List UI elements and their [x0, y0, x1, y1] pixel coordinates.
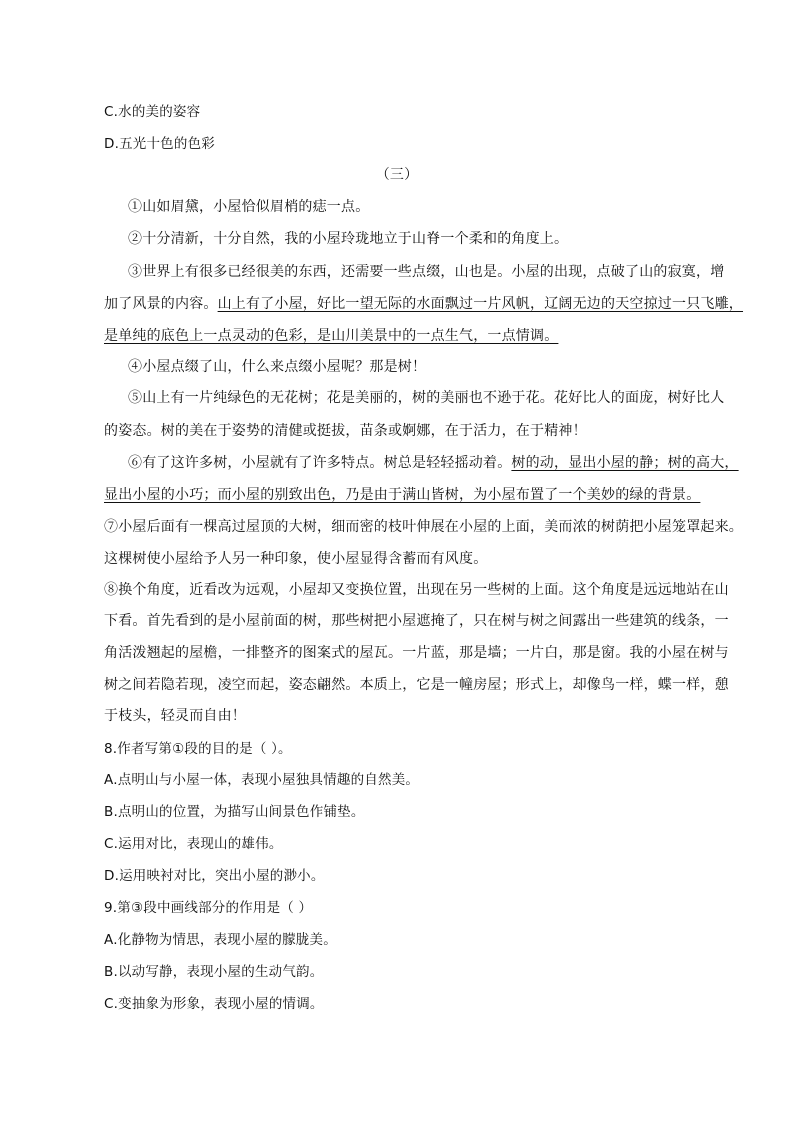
paragraph-6-underlined-text: 树的动，显出小屋的静；树的高大， — [511, 455, 739, 471]
paragraph-6-plain-text: ⑥有了这许多树，小屋就有了许多特点。树总是轻轻摇动着。 — [128, 455, 512, 471]
paragraph-5-line-2: 的姿态。树的美在于姿势的清健或挺拔，苗条或婀娜，在于活力，在于精神！ — [104, 423, 587, 439]
question-8-option-d: D.运用映衬对比，突出小屋的渺小。 — [104, 868, 325, 884]
paragraph-8-line-3: 角活泼翘起的屋檐，一排整齐的图案式的屋瓦。一片蓝，那是墙；一片白，那是窗。我的小屋在树与 — [104, 645, 729, 661]
paragraph-3-line-1: ③世界上有很多已经很美的东西，还需要一些点缀，山也是。小屋的出现，点破了山的寂寞，增 — [128, 264, 725, 280]
question-9-stem: 9.第③段中画线部分的作用是（ ） — [104, 900, 313, 916]
paragraph-3-line-2 — [104, 294, 744, 314]
question-8-option-b: B.点明山的位置，为描写山间景色作铺垫。 — [104, 804, 365, 820]
paragraph-8-line-4: 树之间若隐若现，凌空而起，姿态翩然。本质上，它是一幢房屋；形式上，却像鸟一样，蝶一样，憩 — [104, 677, 729, 693]
paragraph-6-line-2: 显出小屋的小巧；而小屋的别致出色，乃是由于满山皆树，为小屋布置了一个美妙的绿的背景。 — [104, 487, 701, 503]
paragraph-5-line-1: ⑤山上有一片纯绿色的无花树；花是美丽的，树的美丽也不逊于花。花好比人的面庞，树好比人 — [128, 390, 725, 406]
paragraph-3-underlined-text: 山上有了小屋，好比一望无际的水面飘过一片风帆，辽阔无边的天空掠过一只飞雕， — [217, 296, 744, 312]
option-c-prev: C.水的美的姿容 — [104, 104, 201, 120]
section-title: （三） — [375, 167, 419, 183]
question-9-option-c: C.变抽象为形象，表现小屋的情调。 — [104, 996, 324, 1012]
paragraph-6-line-1 — [128, 453, 740, 473]
paragraph-8-line-1: ⑧换个角度，近看改为远观，小屋却又变换位置，出现在另一些树的上面。这个角度是远远地站在山 — [104, 582, 729, 598]
paragraph-3-line-3: 是单纯的底色上一点灵动的色彩，是山川美景中的一点生气，一点情调。 — [104, 328, 559, 344]
paragraph-8-line-5: 于枝头，轻灵而自由！ — [104, 708, 246, 724]
question-8-option-a: A.点明山与小屋一体，表现小屋独具情趣的自然美。 — [104, 772, 420, 788]
question-9-option-b: B.以动写静，表现小屋的生动气韵。 — [104, 964, 324, 980]
option-d-prev: D.五光十色的色彩 — [104, 136, 215, 152]
paragraph-1: ①山如眉黛，小屋恰似眉梢的痣一点。 — [128, 199, 370, 215]
question-8-option-c: C.运用对比，表现山的雄伟。 — [104, 836, 283, 852]
paragraph-3-plain-text: 加了风景的内容。 — [104, 296, 218, 312]
paragraph-8-line-2: 下看。首先看到的是小屋前面的树，那些树把小屋遮掩了，只在树与树之间露出一些建筑的线条，一 — [104, 613, 729, 629]
question-8-stem: 8.作者写第①段的目的是（ ）。 — [104, 741, 292, 757]
question-9-option-a: A.化静物为情思，表现小屋的朦胧美。 — [104, 932, 337, 948]
paragraph-7-line-2: 这棵树使小屋给予人另一种印象，使小屋显得含蓄而有风度。 — [104, 551, 488, 567]
paragraph-2: ②十分清新，十分自然，我的小屋玲珑地立于山脊一个柔和的角度上。 — [128, 231, 569, 247]
paragraph-4: ④小屋点缀了山，什么来点缀小屋呢？那是树！ — [128, 359, 427, 375]
paragraph-7-line-1: ⑦小屋后面有一棵高过屋顶的大树，细而密的枝叶伸展在小屋的上面，美而浓的树荫把小屋笼罩起来。 — [104, 519, 743, 535]
